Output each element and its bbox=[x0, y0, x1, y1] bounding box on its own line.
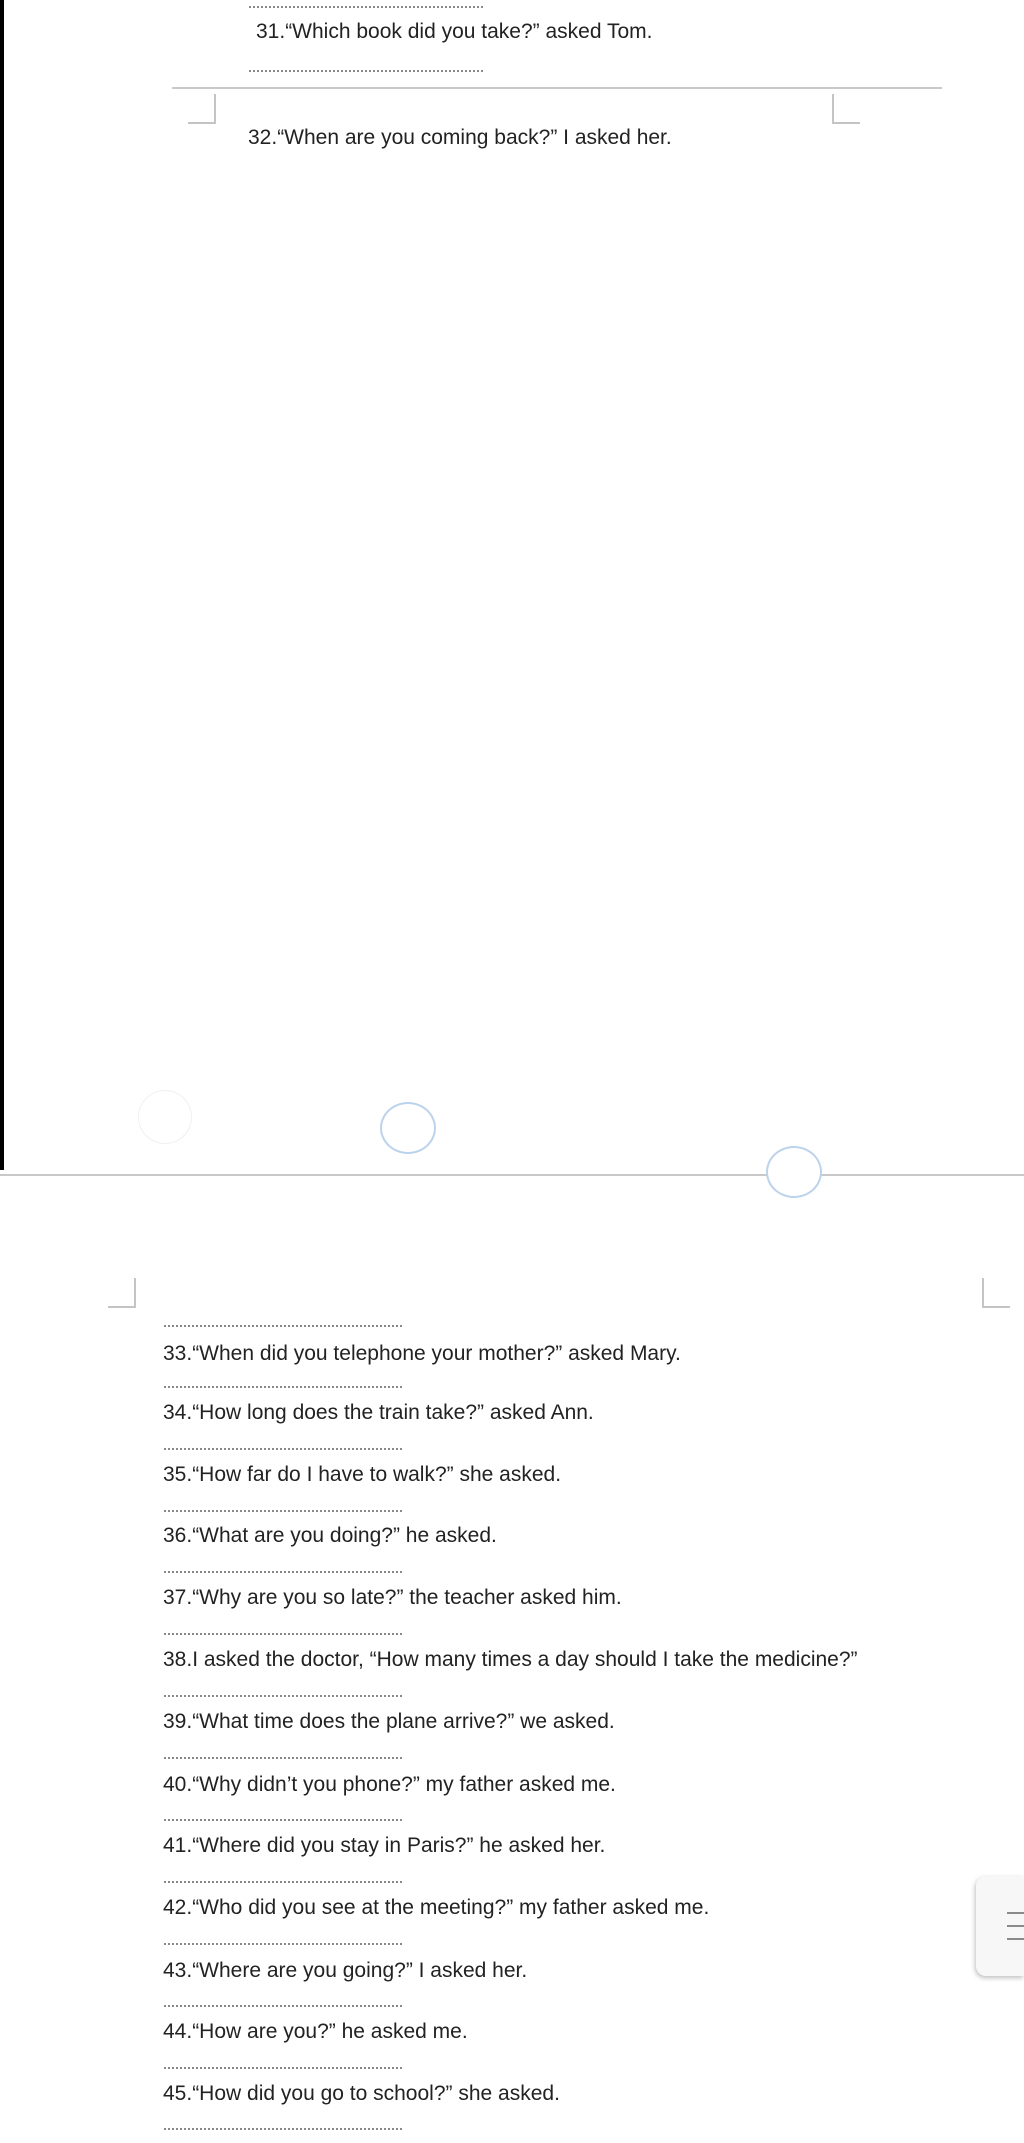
left-edge-bar bbox=[0, 0, 4, 1170]
question-37: 37.“Why are you so late?” the teacher asked him. bbox=[163, 1586, 622, 1609]
answer-line bbox=[163, 2005, 403, 2007]
answer-line bbox=[163, 1943, 403, 1945]
answer-line bbox=[248, 70, 484, 72]
answer-line bbox=[163, 1819, 403, 1821]
question-36: 36.“What are you doing?” he asked. bbox=[163, 1524, 497, 1547]
selection-handle-circle[interactable] bbox=[766, 1146, 822, 1198]
question-45: 45.“How did you go to school?” she asked. bbox=[163, 2082, 560, 2105]
answer-line bbox=[248, 6, 484, 8]
page-corner-mark bbox=[108, 1278, 136, 1308]
question-35: 35.“How far do I have to walk?” she asked. bbox=[163, 1463, 562, 1486]
question-34: 34.“How long does the train take?” asked Ann. bbox=[163, 1401, 594, 1424]
answer-line bbox=[163, 2067, 403, 2069]
faint-circle bbox=[138, 1090, 192, 1144]
page-divider bbox=[172, 87, 942, 89]
question-33: 33.“When did you telephone your mother?” asked Mary. bbox=[163, 1342, 681, 1365]
page-corner-mark bbox=[188, 94, 216, 124]
page-corner-mark bbox=[832, 94, 860, 124]
selection-handle-circle[interactable] bbox=[380, 1102, 436, 1154]
answer-line bbox=[163, 1448, 403, 1450]
scroll-handle[interactable] bbox=[976, 1876, 1024, 1976]
page-break-line bbox=[0, 1174, 1024, 1176]
answer-line bbox=[163, 1757, 403, 1759]
question-31: 31.“Which book did you take?” asked Tom. bbox=[256, 20, 653, 43]
answer-line bbox=[163, 1510, 403, 1512]
answer-line bbox=[163, 2128, 403, 2130]
question-44: 44.“How are you?” he asked me. bbox=[163, 2020, 468, 2043]
answer-line bbox=[163, 1881, 403, 1883]
question-38: 38.I asked the doctor, “How many times a day should I take the medicine?” bbox=[163, 1648, 858, 1671]
question-41: 41.“Where did you stay in Paris?” he asked her. bbox=[163, 1834, 606, 1857]
question-39: 39.“What time does the plane arrive?” we asked. bbox=[163, 1710, 615, 1733]
question-32: 32.“When are you coming back?” I asked her. bbox=[248, 126, 672, 149]
answer-line bbox=[163, 1325, 403, 1327]
answer-line bbox=[163, 1633, 403, 1635]
answer-line bbox=[163, 1695, 403, 1697]
answer-line bbox=[163, 1571, 403, 1573]
page-corner-mark bbox=[982, 1278, 1010, 1308]
question-43: 43.“Where are you going?” I asked her. bbox=[163, 1959, 528, 1982]
question-42: 42.“Who did you see at the meeting?” my father asked me. bbox=[163, 1896, 710, 1919]
answer-line bbox=[163, 1386, 403, 1388]
question-40: 40.“Why didn’t you phone?” my father asked me. bbox=[163, 1773, 616, 1796]
